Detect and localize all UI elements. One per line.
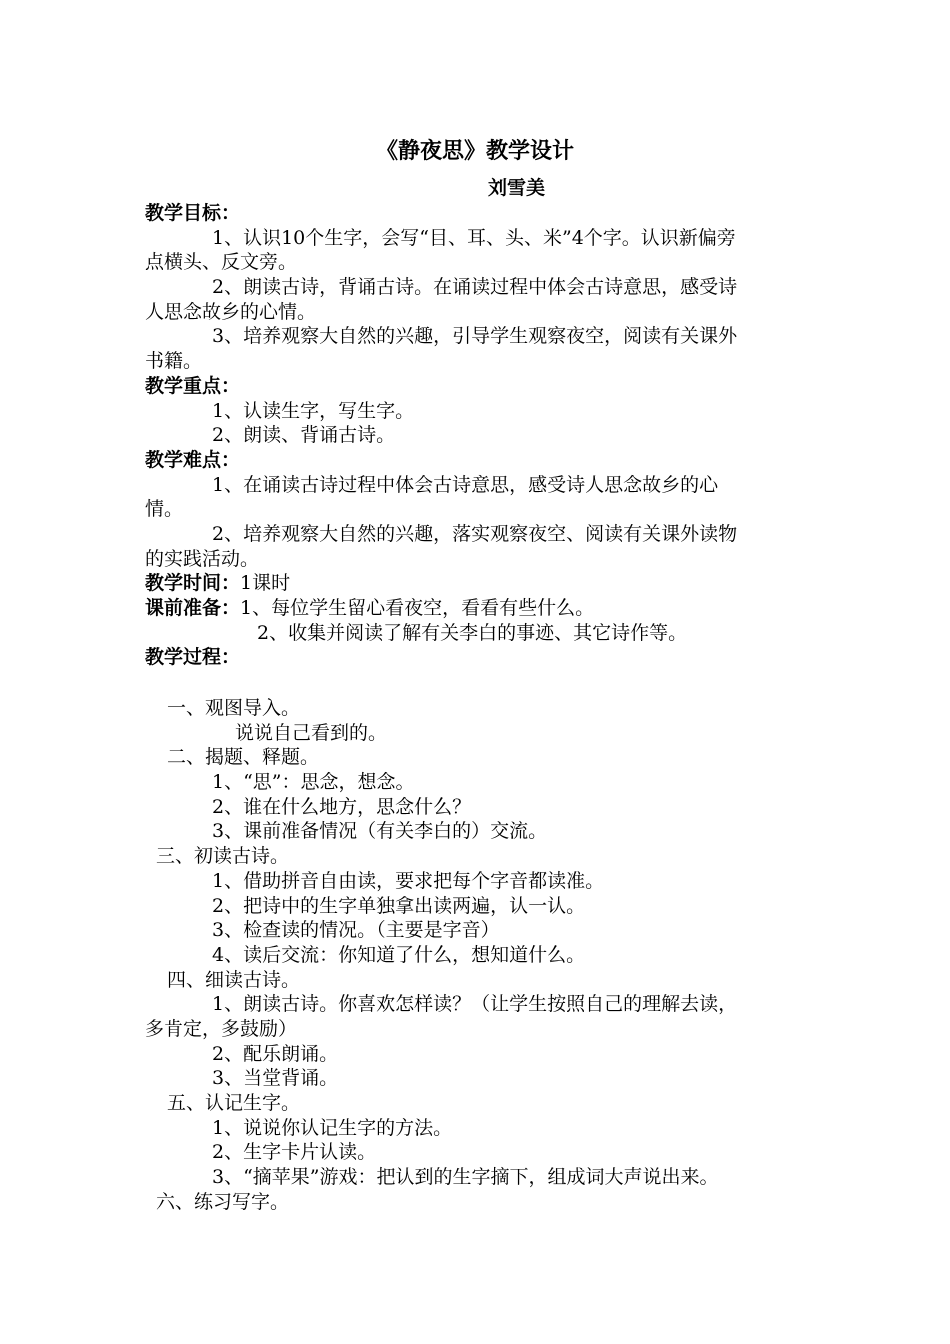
objectives-heading: 教学目标： (145, 202, 241, 224)
objective-2-line2: 人思念故乡的心情。 (145, 300, 317, 323)
step-2-line: 2、谁在什么地方，思念什么？ (212, 795, 472, 818)
step-5-line: 3、“摘苹果”游戏：把认到的生字摘下，组成词大声说出来。 (212, 1166, 719, 1189)
key-point-1: 1、认读生字，写生字。 (212, 399, 415, 422)
step-6-title: 六、练习写字。 (156, 1190, 290, 1213)
process-heading: 教学过程： (145, 646, 241, 669)
step-3-line: 3、检查读的情况。（主要是字音） (212, 919, 500, 942)
lesson-plan-body (145, 201, 810, 670)
step-2-line: 3、课前准备情况（有关李白的）交流。 (212, 820, 548, 843)
step-2-line: 1、“思”：思念，想念。 (212, 771, 415, 794)
difficulty-2-line1: 2、培养观察大自然的兴趣，落实观察夜空、阅读有关课外读物 (212, 522, 738, 545)
step-3-line: 4、读后交流：你知道了什么，想知道什么。 (212, 943, 586, 966)
objective-2-line1: 2、朗读古诗，背诵古诗。在诵读过程中体会古诗意思，感受诗 (212, 276, 738, 299)
document-title: 《静夜思》教学设计 (375, 138, 574, 164)
author-name: 刘雪美 (488, 177, 546, 199)
step-1-title: 一、观图导入。 (167, 697, 301, 719)
step-4-line-1b: 多肯定，多鼓励） (145, 1017, 298, 1040)
time-value: 1课时 (240, 572, 291, 595)
prep-label: 课前准备： (145, 597, 241, 619)
step-3-title: 三、初读古诗。 (156, 845, 290, 868)
prep-item-2: 2、收集并阅读了解有关李白的事迹、其它诗作等。 (257, 621, 688, 644)
time-label: 教学时间： (145, 572, 241, 595)
difficulties-heading: 教学难点： (145, 448, 241, 471)
prep-item-1: 1、每位学生留心看夜空，看看有些什么。 (240, 597, 595, 619)
objective-1-line1: 1、认识10个生字，会写“目、耳、头、米”4个字。认识新偏旁 (212, 226, 736, 249)
step-2-title: 二、揭题、释题。 (167, 746, 320, 769)
step-5-line: 1、说说你认记生字的方法。 (212, 1116, 453, 1139)
objective-3-line1: 3、培养观察大自然的兴趣，引导学生观察夜空，阅读有关课外 (212, 325, 738, 348)
step-4-line: 3、当堂背诵。 (212, 1067, 339, 1090)
objective-1-line2: 点横头、反文旁。 (145, 251, 298, 274)
key-points-heading: 教学重点： (145, 374, 241, 397)
step-1-line: 说说自己看到的。 (235, 721, 388, 744)
key-point-2: 2、朗读、背诵古诗。 (212, 424, 396, 447)
step-3-line: 2、把诗中的生字单独拿出读两遍，认一认。 (212, 894, 586, 917)
difficulty-1-line1: 1、在诵读古诗过程中体会古诗意思，感受诗人思念故乡的心 (212, 473, 719, 496)
time-row (145, 571, 810, 596)
process-section (145, 696, 810, 1214)
step-4-line: 2、配乐朗诵。 (212, 1042, 339, 1065)
step-5-line: 2、生字卡片认读。 (212, 1141, 377, 1164)
difficulty-1-line2: 情。 (145, 498, 184, 521)
difficulty-2-line2: 的实践活动。 (145, 547, 260, 570)
step-4-title: 四、细读古诗。 (167, 968, 301, 991)
objective-3-line2: 书籍。 (145, 350, 203, 373)
step-5-title: 五、认记生字。 (167, 1092, 301, 1114)
step-3-line: 1、借助拼音自由读，要求把每个字音都读准。 (212, 869, 605, 892)
prep-row (145, 596, 810, 621)
step-4-line-1a: 1、朗读古诗。你喜欢怎样读？（让学生按照自己的理解去读， (212, 993, 738, 1016)
